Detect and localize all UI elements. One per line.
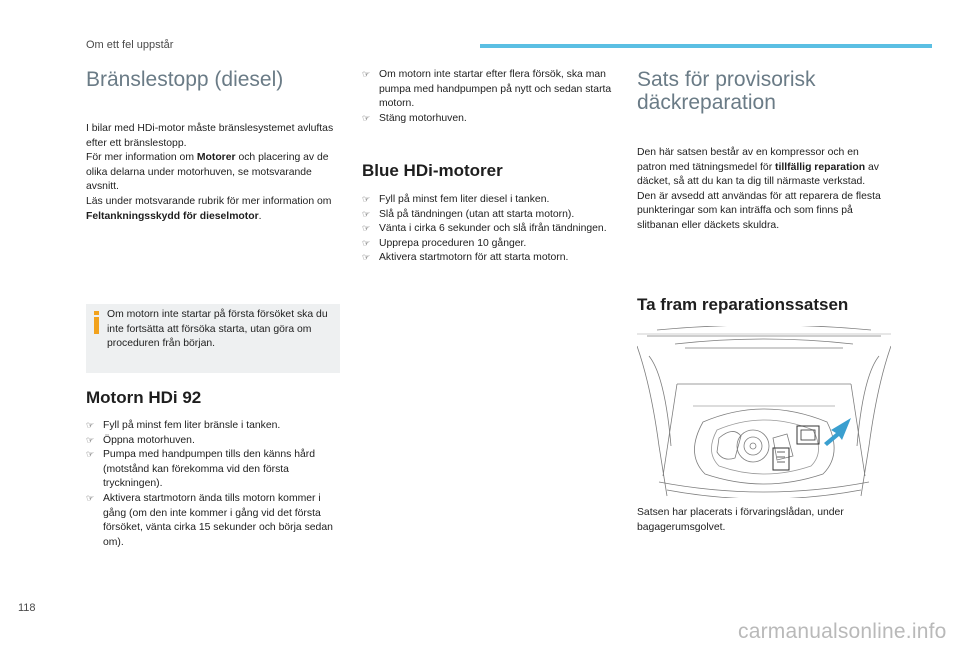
blue-hdi-title: Blue HDi-motorer (362, 161, 503, 180)
info-box (86, 304, 340, 373)
list-item: ☞ Slå på tändningen (utan att starta motorn). (362, 208, 616, 223)
list-item: ☞ Upprepa proceduren 10 gånger. (362, 237, 616, 252)
fuel-stop-title: Bränslestopp (diesel) (86, 68, 284, 91)
list-item: ☞ Öppna motorhuven. (86, 434, 340, 449)
checkbox-bullet-icon: ☞ (86, 450, 95, 461)
list-item: ☞ Aktivera startmotorn för att starta motorn. (362, 251, 616, 266)
repair-kit-title-line1: Sats för provisorisk (637, 68, 816, 91)
retrieve-kit-title: Ta fram reparationssatsen (637, 295, 849, 314)
watermark: carmanualsonline.info (738, 620, 947, 643)
header-accent-bar (480, 44, 932, 48)
temporary-repair-emphasis: tillfällig reparation (775, 161, 866, 173)
info-box-text: Om motorn inte startar på första försöket ska du inte fortsätta att försöka starta, utan göra om proceduren från början. (107, 309, 328, 350)
section-header-label: Om ett fel uppstår (86, 39, 174, 51)
page-number: 118 (18, 602, 36, 614)
intro-paragraph-1: I bilar med HDi-motor måste bränslesystemet avluftas efter ett bränslestopp. (86, 123, 334, 149)
kit-pointer-arrow (824, 418, 851, 446)
trunk-kit-illustration (637, 326, 891, 498)
checkbox-bullet-icon: ☞ (362, 195, 371, 205)
list-item: ☞ Vänta i cirka 6 sekunder och slå ifrån tändningen. (362, 222, 616, 237)
list-item: ☞ Stäng motorhuven. (362, 112, 616, 127)
fuel-stop-intro (86, 122, 340, 224)
blue-hdi-steps (362, 193, 616, 266)
repair-kit-paragraph-2: Den är avsedd att användas för att reparera de flesta punkteringar som kan inträffa och som finns på slitbanan eller däckets skuldra. (637, 190, 881, 231)
repair-kit-title (637, 68, 816, 114)
checkbox-bullet-icon: ☞ (86, 435, 95, 446)
info-icon (94, 311, 99, 334)
list-item: ☞ Pumpa med handpumpen tills den känns hård (motstånd kan förekomma vid den första tryckningen). (86, 449, 315, 490)
checkbox-bullet-icon: ☞ (362, 224, 371, 235)
checkbox-bullet-icon: ☞ (86, 493, 95, 504)
list-item: ☞ Fyll på minst fem liter diesel i tanken. (362, 193, 616, 208)
list-item: ☞ Aktivera startmotorn ända tills motorn kommer i gång (om den inte kommer i gång vid det första försöket, vänta cirka 15 sekunder och börja sedan om). (86, 492, 333, 548)
repair-kit-paragraph-1: Den här satsen består av en kompressor och en patron med tätningsmedel för tillfällig reparation av däcket, så att du kan ta dig till närmaste verkstad. (637, 147, 879, 188)
kit-location-caption: Satsen har placerats i förvaringslådan, under bagagerumsgolvet. (637, 507, 844, 533)
misfuel-ref: Feltankningsskydd för dieselmotor (86, 210, 259, 222)
checkbox-bullet-icon: ☞ (362, 113, 371, 124)
continued-steps (362, 68, 616, 126)
list-item: ☞ Fyll på minst fem liter bränsle i tanken. (86, 419, 340, 434)
checkbox-bullet-icon: ☞ (362, 209, 371, 220)
checkbox-bullet-icon: ☞ (362, 253, 371, 264)
hdi92-steps (86, 419, 340, 550)
repair-kit-title-line2: däckreparation (637, 91, 776, 114)
trunk-line-drawing (637, 326, 891, 498)
list-item: ☞ Om motorn inte startar efter flera försök, ska man pumpa med handpumpen på nytt och sedan starta motorn. (362, 69, 612, 110)
checkbox-bullet-icon: ☞ (86, 421, 95, 431)
checkbox-bullet-icon: ☞ (362, 70, 371, 80)
intro-paragraph-3: Läs under motsvarande rubrik för mer information om Feltankningsskydd för dieselmotor. (86, 195, 332, 222)
repair-kit-intro (637, 146, 891, 234)
engines-ref: Motorer (196, 152, 236, 164)
intro-paragraph-2: För mer information om Motorer och placering av de olika delarna under motorhuven, se motsvarande avsnitt. (86, 152, 329, 193)
hdi92-title: Motorn HDi 92 (86, 388, 202, 407)
checkbox-bullet-icon: ☞ (362, 238, 371, 249)
